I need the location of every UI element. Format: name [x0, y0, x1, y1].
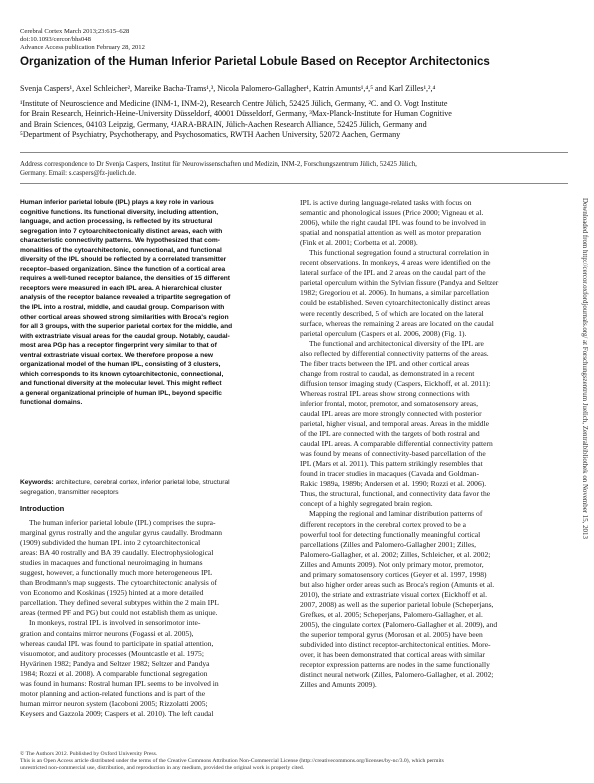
body-text-line: In monkeys, rostral IPL is involved in sensorimotor inte- [29, 618, 201, 628]
body-text-line: areas (termed PF and PG) but could not establish them as unique. [20, 608, 218, 618]
affiliations [20, 99, 568, 141]
body-text-line: caudal IPL areas. A comparable differential connectivity pattern [300, 439, 493, 449]
abstract-line: with extrastriate visual areas for the caudal group. Notably, caudal- [20, 332, 230, 340]
introduction-right-column [300, 198, 568, 690]
body-text-line: Whereas rostral IPL areas show strong connections with [300, 388, 470, 398]
body-text-line: over, it has been demonstrated that cortical areas with similar [300, 650, 485, 660]
body-text-line: motor planning and action-related functions and is part of the [20, 688, 206, 698]
body-text-line: powerful tool for detecting functionally meaningful cortical [300, 529, 481, 539]
body-text-line: parcellations (Zilles and Palomero-Gallagher 2001; Zilles, [300, 539, 477, 549]
body-text-line: Mapping the regional and laminar distribution patterns of [309, 509, 483, 519]
body-text-line: subdivided into distinct receptor-architectonical entities. More- [300, 640, 491, 650]
body-text-line: The human inferior parietal lobule (IPL) comprises the supra- [29, 518, 216, 527]
body-text-line: 2005), the cingulate cortex (Palomero-Gallagher et al. 2009), and [300, 619, 498, 629]
body-text-line: IPL is active during language-related tasks with focus on [300, 198, 472, 207]
abstract-line: other cortical areas showed strong similarities with Broca's region [20, 313, 229, 321]
abstract-line: ventral extrastriate visual cortex. We therefore propose a new [20, 351, 214, 359]
body-text-line: Grefkes, et al. 2005; Scheperjans, Palomero-Gallagher, et al. [300, 609, 483, 619]
body-text-line: and primary somatosensory cortices (Geyer et al. 1997, 1998) [300, 569, 487, 579]
body-text-line: surface, whereas the remaining 2 areas are located on the caudal [300, 318, 494, 328]
body-text-line: human mirror neuron system (Iacoboni 2005; Rizzolatti 2005; [20, 698, 208, 708]
body-text-line: areas: BA 40 rostrally and BA 39 caudally. Electrophysiological [20, 548, 214, 558]
affiliation-line: and Brain Sciences, 04103 Leipzig, Germany, ⁴JARA-BRAIN, Jülich-Aachen Research Alliance, 52425 Jülich, Germany and [20, 119, 427, 129]
article-title: Organization of the Human Inferior Parietal Lobule Based on Receptor Architectonics [20, 55, 490, 68]
body-text-line: was found in humans: Rostral human IPL seems to be involved in [20, 678, 219, 688]
journal-publication-date: Advance Access publication February 28, 2012 [20, 44, 145, 52]
body-text-line: visuomotor, and auditory processes (Mountcastle et al. 1975; [20, 648, 204, 658]
body-text-line: 2006), while the right caudal IPL was found to be involved in [300, 218, 486, 228]
body-text-line: inferior frontal, motor, premotor, and somatosensory areas, [300, 398, 478, 408]
abstract-line: which corresponds to its known cytoarchitectonic, connectional, [20, 370, 224, 378]
correspondence [20, 160, 568, 178]
keywords-values-cont: segregation, transmitter receptors [20, 488, 119, 496]
abstract-line: most area PGp has a receptor fingerprint very similar to that of [20, 342, 217, 350]
body-text-line: but also higher order areas such as Broca's region (Amunts et al. [300, 579, 495, 589]
copyright-footer [20, 751, 570, 772]
body-text-line: spatial and nonspatial attention as well as motor preparation [300, 228, 482, 238]
body-text-line: von Economo and Koskinas (1925) hinted at a more detailed [20, 588, 204, 598]
body-text-line: was found by means of connectivity-based parcellation of the [300, 449, 486, 459]
body-text-line: IPL (Mars et al. 2011). This pattern strikingly resembles that [300, 459, 483, 469]
license-line[interactable]: This is an Open Access article distributed under the terms of the Creative Commons Attribution Non-Commercial License (http://creativecommons.org/licenses/by-nc/3.0), which permits [20, 758, 444, 764]
author-list: Svenja Caspers¹, Axel Schleicher², Mareike Bacha-Trams¹,³, Nicola Palomero-Gallagher¹, Katrin Amunts¹,⁴,⁵ and Karl Zilles¹,²,⁴ [20, 84, 436, 93]
body-text-line: found in tracer studies in macaques (Cavada and Goldman- [300, 469, 479, 479]
body-text-line: parcellation. They defined several subtypes within the 2 main IPL [20, 598, 219, 608]
journal-doi[interactable]: doi:10.1093/cercor/bhs048 [20, 36, 91, 44]
abstract-line: segregation into 7 cytoarchitectonically distinct areas, each with [20, 227, 223, 235]
abstract-line: and functional diversity at the molecular level. This might reflect [20, 380, 222, 388]
abstract-line: cognitive functions. Its functional diversity, including attention, [20, 208, 219, 216]
abstract-line: characteristic connectivity patterns. We hypothesized that com- [20, 237, 220, 245]
body-text-line: (1909) subdivided the human IPL into 2 cytoarchitectonical [20, 538, 201, 548]
divider-top [20, 152, 568, 153]
journal-header [20, 28, 145, 53]
body-text-line: marginal gyrus rostrally and the angular gyrus caudally. Brodmann [20, 528, 223, 538]
abstract-line: a general organizational principle of human IPL, beyond specific [20, 389, 222, 397]
abstract-line: Human inferior parietal lobule (IPL) plays a key role in various [20, 199, 214, 206]
abstract-line: monalities of the cytoarchitectonic, connectional, and functional [20, 246, 222, 254]
keywords [20, 478, 286, 497]
body-text-line: This functional segregation found a structural correlation in [309, 248, 490, 258]
copyright-line: © The Authors 2012. Published by Oxford University Press. [20, 751, 158, 757]
affiliation-line: for Brain Research, Heinrich-Heine-University Düsseldorf, 40001 Düsseldorf, Germany, ³Max-Planck-Institute for Human Cognitive [20, 109, 452, 119]
section-heading-introduction: Introduction [20, 504, 65, 513]
body-text-line: 1984; Rozzi et al. 2008). A comparable functional segregation [20, 668, 208, 678]
introduction-left-column [20, 518, 286, 719]
body-text-line: The fiber tracts between the IPL and other cortical areas [300, 358, 470, 368]
body-text-line: suggest, however, a functionally much more heterogeneous IPL [20, 568, 213, 578]
download-watermark-wrap [574, 198, 590, 758]
body-text-line: studies in macaques and functional neuroimaging in humans [20, 558, 203, 568]
abstract [20, 198, 286, 408]
body-text-line: caudal IPL areas are more strongly connected with posterior [300, 408, 482, 418]
body-text-line: whereas caudal IPL was found to participate in spatial attention, [20, 638, 214, 648]
correspondence-line: Address correspondence to Dr Svenja Caspers, Institut für Neurowissenschaften und Medizin, INM-2, Forschungszentrum Jülich, 52425 Jülich, [20, 161, 417, 168]
body-text-line: receptor expression patterns are nodes in the same functionally [300, 660, 490, 670]
abstract-line: organizational model of the human IPL, consisting of 3 clusters, [20, 361, 221, 369]
abstract-line: receptor–based organization. Since the function of a cortical area [20, 265, 226, 273]
body-text-line: the superior temporal gyrus (Morosan et al. 2005) have been [300, 630, 483, 640]
affiliation-line: ⁵Department of Psychiatry, Psychotherapy, and Psychosomatics, RWTH Aachen University, 52072 Aachen, Germany [20, 130, 401, 140]
body-text-line: distinct neural network (Zilles, Palomero-Gallagher, et al. 2002; [300, 670, 494, 680]
body-text-line: Palomero-Gallagher, et al. 2002; Zilles, Schleicher, et al. 2002; [300, 549, 491, 559]
body-text-line: diffusion tensor imaging study (Caspers, Eickhoff, et al. 2011): [300, 378, 491, 388]
body-text-line: The functional and architectonical diversity of the IPL are [309, 338, 484, 348]
keywords-label: Keywords: [20, 479, 54, 486]
body-text-line: parietal operculum (Caspers et al. 2006, 2008) (Fig. 1). [300, 328, 467, 338]
body-text-line: Rakic 1989a, 1989b; Andersen et al. 1990; Rozzi et al. 2006). [300, 479, 487, 489]
keywords-values: architecture, cerebral cortex, inferior parietal lobe, structural [55, 479, 230, 486]
body-text-line: concept of a highly segregated brain region. [300, 499, 433, 509]
journal-citation: Cerebral Cortex March 2013;23:615–628 [20, 28, 130, 35]
body-text-line: Keysers and Gazzola 2009; Caspers et al. 2010). The left caudal [20, 708, 214, 718]
abstract-line: requires a well-tuned receptor balance, the densities of 15 different [20, 275, 230, 283]
body-text-line: could be established. Seven cytoarchitectonically distinct areas [300, 298, 491, 308]
correspondence-email-line[interactable]: Germany. Email: s.caspers@fz-juelich.de. [20, 170, 137, 177]
body-text-line: parietal operculum within the Sylvian fissure (Pandya and Seltzer [300, 278, 499, 288]
body-text-line: also reflected by differential connectivity patterns of the areas. [300, 348, 489, 358]
abstract-line: receptors were measured in each IPL area. A hierarchical cluster [20, 284, 223, 292]
abstract-line: language, and action processing, is reflected by its structural [20, 218, 213, 226]
body-text-line: 2007, 2008) as well as the superior parietal lobule (Scheperjans, [300, 599, 494, 609]
body-text-line: were recently described, 5 of which are located on the lateral [300, 308, 484, 318]
body-text-line: 1982; Gregoriou et al. 2006). In humans, a similar parcellation [300, 288, 490, 298]
body-text-line: parietal, higher visual, and temporal areas. Areas in the middle [300, 419, 490, 429]
abstract-line: functional domains. [20, 399, 83, 407]
body-text-line: than Brodmann's map suggests. The cytoarchitectonic analysis of [20, 578, 217, 588]
download-watermark[interactable]: Downloaded from http://cercor.oxfordjournals.org/ at Forschungszentrum Juelich, Zentralbibliothek on November 15, 2013 [581, 198, 588, 539]
body-text-line: Thus, the structural, functional, and connectivity data favor the [300, 489, 491, 499]
body-text-line: lateral surface of the IPL and 2 areas on the caudal part of the [300, 268, 486, 278]
divider-bottom [20, 183, 568, 184]
abstract-line: diversity of the IPL should be reflected by a correlated transmitter [20, 256, 227, 264]
body-text-line: Zilles and Amunts 2009). [300, 680, 377, 690]
body-text-line: Hyvärinen 1982; Pandya and Seltzer 1982; Seltzer and Pandya [20, 658, 210, 668]
abstract-line: analysis of the receptor balance revealed a tripartite segregation of [20, 294, 231, 302]
license-line: unrestricted non-commercial use, distribution, and reproduction in any medium, provided the original work is properly cited. [20, 765, 305, 771]
body-text-line: (Fink et al. 2001; Corbetta et al. 2008). [300, 238, 418, 248]
affiliation-line: ¹Institute of Neuroscience and Medicine (INM-1, INM-2), Research Centre Jülich, 52425 Jülich, Germany, ²C. and O. Vogt Institute [20, 99, 448, 108]
body-text-line: gration and contains mirror neurons (Fogassi et al. 2005), [20, 628, 194, 638]
abstract-line: for all 3 groups, with the superior parietal cortex for the middle, and [20, 323, 233, 331]
abstract-line: the IPL into a rostral, middle, and caudal group. Comparison with [20, 304, 225, 312]
body-text-line: of the IPL are connected with the targets of both rostral and [300, 429, 480, 439]
body-text-line: change from rostral to caudal, as demonstrated in a recent [300, 368, 475, 378]
body-text-line: recent observations. In monkeys, 4 areas were identified on the [300, 258, 491, 268]
body-text-line: different receptors in the cerebral cortex proved to be a [300, 519, 467, 529]
body-text-line: semantic and phonological issues (Price 2000; Vigneau et al. [300, 208, 484, 218]
body-text-line: Zilles and Amunts 2009). Not only primary motor, premotor, [300, 559, 484, 569]
body-text-line: 2010), the striate and extrastriate visual cortex (Eickhoff et al. [300, 589, 487, 599]
